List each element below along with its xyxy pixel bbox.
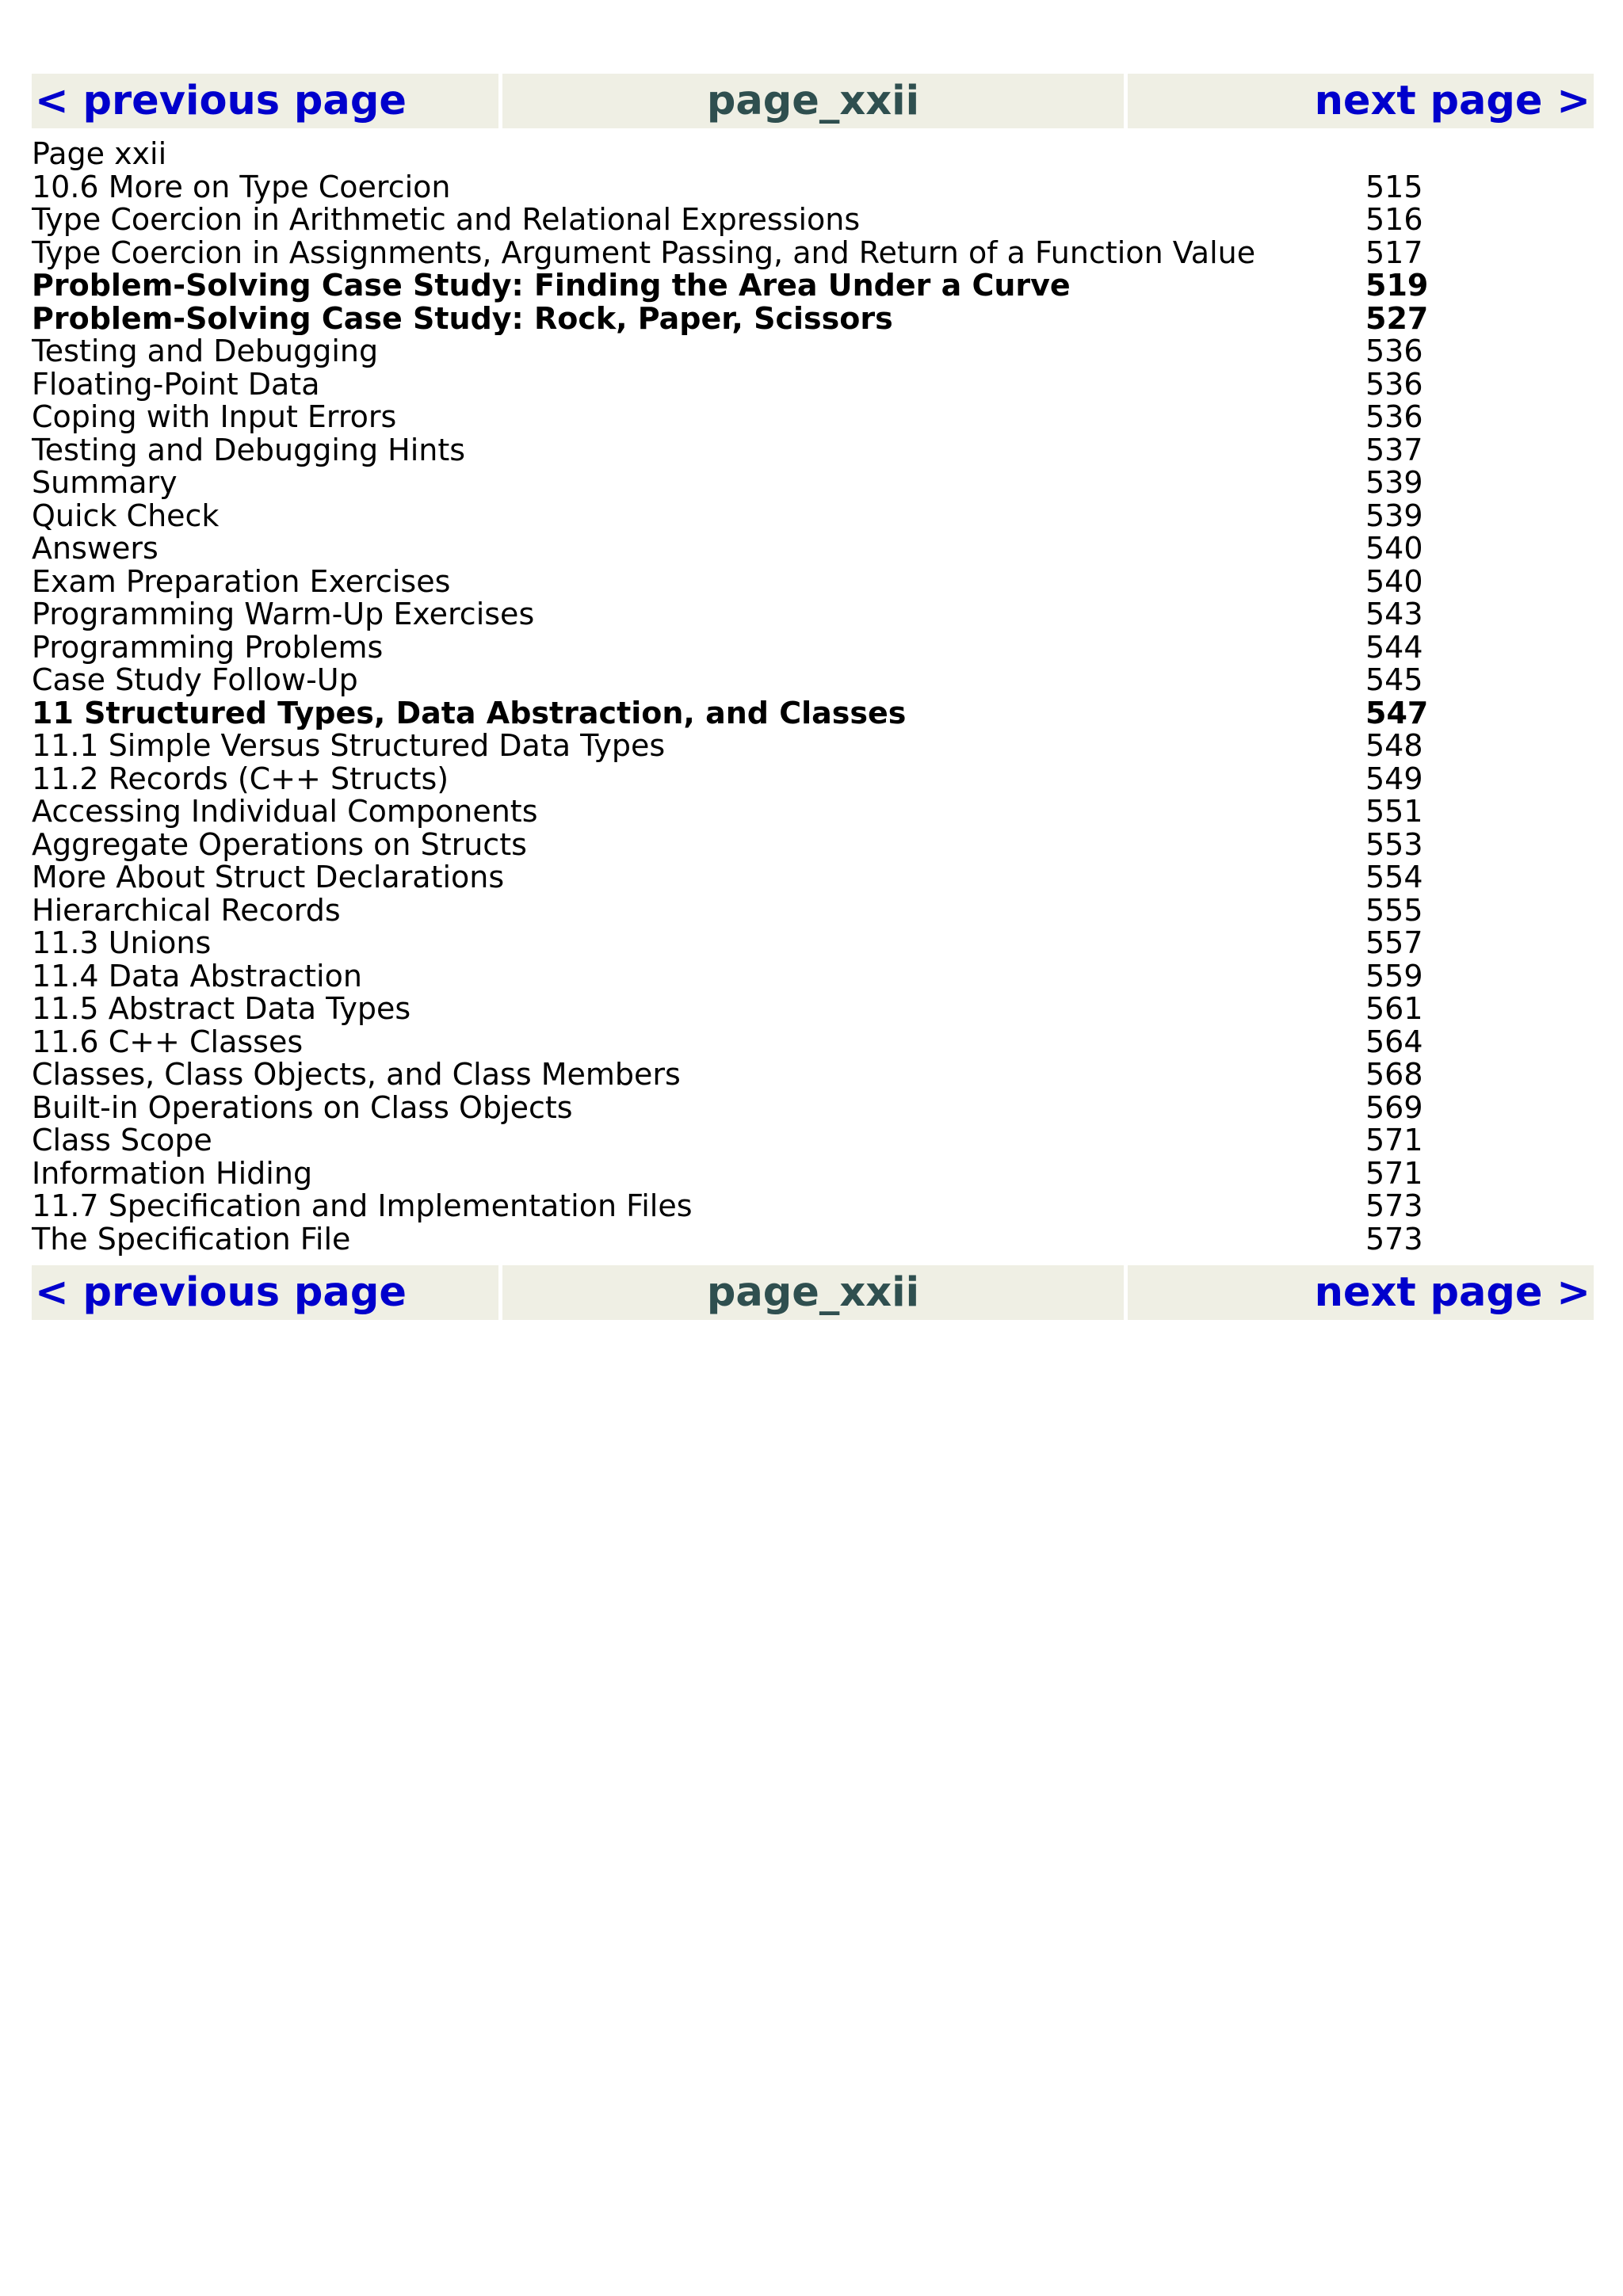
document-page bbox=[32, 74, 1594, 1320]
toc-entry-page-number: 573 bbox=[1365, 1221, 1423, 1257]
toc-entry-title: Summary bbox=[32, 467, 178, 500]
toc-entry-title: 11.2 Records (C++ Structs) bbox=[32, 762, 449, 795]
toc-entry-page-number: 569 bbox=[1365, 1089, 1423, 1125]
toc-entry-title: Problem-Solving Case Study: Finding the Area Under a Curve bbox=[32, 269, 1071, 303]
toc-entry bbox=[32, 960, 1594, 994]
toc-entry-page-number: 559 bbox=[1365, 958, 1423, 994]
toc-entry bbox=[32, 1058, 1594, 1092]
top-previous-page-link[interactable]: < previous page bbox=[35, 78, 407, 124]
toc-entry bbox=[32, 401, 1594, 434]
bottom-navigation-bar bbox=[32, 1265, 1594, 1320]
top-prev-cell bbox=[32, 74, 498, 128]
toc-entry-title: Programming Warm-Up Exercises bbox=[32, 598, 535, 631]
toc-entry-title: 11.5 Abstract Data Types bbox=[32, 993, 411, 1026]
toc-entry-page-number: 540 bbox=[1365, 531, 1423, 566]
toc-entry bbox=[32, 826, 1594, 862]
toc-entry-title: Testing and Debugging Hints bbox=[32, 433, 466, 467]
toc-entry-page-number: 564 bbox=[1365, 1024, 1423, 1059]
toc-entry-page-number: 571 bbox=[1365, 1155, 1423, 1191]
toc-entry bbox=[32, 1155, 1594, 1191]
toc-entry-title: 10.6 More on Type Coercion bbox=[32, 170, 451, 204]
toc-entry-title: More About Struct Declarations bbox=[32, 861, 505, 894]
toc-entry-page-number: 573 bbox=[1365, 1188, 1423, 1223]
toc-entry-page-number: 536 bbox=[1365, 334, 1423, 368]
toc-entry-page-number: 517 bbox=[1365, 235, 1423, 270]
toc-entry-title: Accessing Individual Components bbox=[32, 795, 538, 829]
toc-entry-title: Coping with Input Errors bbox=[32, 401, 397, 434]
toc-entry bbox=[32, 1026, 1594, 1059]
toc-entry-page-number: 548 bbox=[1365, 728, 1423, 763]
toc-entry-page-number: 539 bbox=[1365, 498, 1423, 533]
toc-entry-page-number: 557 bbox=[1365, 925, 1423, 960]
toc-entry-title: 11 Structured Types, Data Abstraction, and Classes bbox=[32, 696, 907, 730]
toc-entry-page-number: 545 bbox=[1365, 662, 1423, 697]
toc-entry-title: Type Coercion in Assignments, Argument Passing, and Return of a Function Value bbox=[32, 236, 1256, 269]
toc-entry-page-number: 547 bbox=[1365, 695, 1429, 730]
top-next-page-link[interactable]: next page > bbox=[1314, 78, 1591, 124]
toc-entry bbox=[32, 598, 1594, 631]
toc-entry-page-number: 555 bbox=[1365, 892, 1423, 928]
toc-entry-page-number: 536 bbox=[1365, 399, 1423, 434]
toc-entry-page-number: 568 bbox=[1365, 1057, 1423, 1092]
toc-entry-list bbox=[32, 171, 1594, 1257]
toc-entry bbox=[32, 993, 1594, 1026]
toc-entry bbox=[32, 861, 1594, 894]
toc-entry-page-number: 544 bbox=[1365, 629, 1423, 665]
toc-entry-title: Case Study Follow-Up bbox=[32, 664, 358, 697]
toc-entry-page-number: 515 bbox=[1365, 169, 1423, 204]
toc-entry-page-number: 539 bbox=[1365, 465, 1423, 500]
toc-entry bbox=[32, 335, 1594, 368]
toc-entry bbox=[32, 269, 1594, 303]
bottom-prev-cell bbox=[32, 1265, 498, 1320]
toc-entry bbox=[32, 631, 1594, 665]
toc-entry-title: Exam Preparation Exercises bbox=[32, 565, 451, 598]
toc-entry-title: Classes, Class Objects, and Class Members bbox=[32, 1058, 681, 1092]
toc-entry-title: Answers bbox=[32, 532, 158, 566]
bottom-next-page-link[interactable]: next page > bbox=[1314, 1269, 1591, 1316]
toc-entry-title: Programming Problems bbox=[32, 631, 384, 664]
toc-entry bbox=[32, 763, 1594, 796]
toc-entry-page-number: 549 bbox=[1365, 761, 1423, 796]
table-of-contents bbox=[32, 138, 1594, 1256]
toc-entry-title: Information Hiding bbox=[32, 1157, 313, 1190]
toc-entry-page-number: 516 bbox=[1365, 202, 1423, 237]
toc-entry bbox=[32, 300, 1594, 336]
toc-entry-title: The Specification File bbox=[32, 1222, 351, 1256]
toc-entry-title: Class Scope bbox=[32, 1124, 212, 1158]
toc-entry-title: 11.7 Specification and Implementation Files bbox=[32, 1190, 693, 1223]
toc-entry-title: Quick Check bbox=[32, 499, 220, 532]
toc-entry-title: 11.3 Unions bbox=[32, 927, 212, 960]
bottom-next-cell bbox=[1128, 1265, 1594, 1320]
toc-entry bbox=[32, 927, 1594, 960]
toc-entry-title: 11.6 C++ Classes bbox=[32, 1025, 304, 1058]
toc-entry-title: Type Coercion in Arithmetic and Relational Expressions bbox=[32, 204, 861, 237]
toc-entry-page-number: 527 bbox=[1365, 300, 1429, 336]
toc-entry bbox=[32, 532, 1594, 566]
toc-entry bbox=[32, 730, 1594, 763]
toc-entry-page-number: 554 bbox=[1365, 860, 1423, 894]
toc-entry-title: Floating-Point Data bbox=[32, 368, 320, 401]
bottom-previous-page-link[interactable]: < previous page bbox=[35, 1269, 407, 1316]
toc-entry bbox=[32, 563, 1594, 599]
toc-entry-page-number: 543 bbox=[1365, 597, 1423, 631]
toc-entry-page-number: 561 bbox=[1365, 991, 1423, 1026]
top-navigation-bar bbox=[32, 74, 1594, 128]
toc-entry-page-number: 571 bbox=[1365, 1123, 1423, 1158]
toc-entry-page-number: 519 bbox=[1365, 268, 1429, 303]
toc-entry bbox=[32, 697, 1594, 730]
top-page-id: page_xxii bbox=[502, 74, 1124, 128]
toc-entry bbox=[32, 1223, 1594, 1257]
page-label: Page xxii bbox=[32, 136, 167, 171]
bottom-page-id: page_xxii bbox=[502, 1265, 1124, 1320]
toc-entry bbox=[32, 500, 1594, 533]
toc-entry-title: Aggregate Operations on Structs bbox=[32, 828, 527, 861]
toc-entry-title: Built-in Operations on Class Objects bbox=[32, 1091, 573, 1124]
toc-entry-page-number: 536 bbox=[1365, 366, 1423, 402]
toc-entry bbox=[32, 664, 1594, 697]
toc-entry bbox=[32, 894, 1594, 928]
toc-entry bbox=[32, 795, 1594, 829]
toc-entry bbox=[32, 1089, 1594, 1125]
toc-entry bbox=[32, 204, 1594, 237]
toc-entry-page-number: 551 bbox=[1365, 794, 1423, 829]
toc-entry-title: 11.1 Simple Versus Structured Data Types bbox=[32, 730, 666, 763]
toc-entry bbox=[32, 237, 1594, 270]
toc-entry-page-number: 553 bbox=[1365, 826, 1423, 862]
toc-entry bbox=[32, 1190, 1594, 1223]
toc-entry bbox=[32, 1124, 1594, 1158]
toc-entry-title: Problem-Solving Case Study: Rock, Paper, Scissors bbox=[32, 302, 893, 335]
toc-entry-title: Hierarchical Records bbox=[32, 894, 341, 927]
toc-entry bbox=[32, 467, 1594, 500]
toc-entry-page-number: 540 bbox=[1365, 563, 1423, 599]
toc-entry-title: Testing and Debugging bbox=[32, 335, 379, 368]
toc-entry bbox=[32, 368, 1594, 402]
toc-entry-title: 11.4 Data Abstraction bbox=[32, 959, 362, 993]
toc-entry bbox=[32, 171, 1594, 204]
toc-entry-page-number: 537 bbox=[1365, 432, 1423, 467]
top-next-cell bbox=[1128, 74, 1594, 128]
toc-entry bbox=[32, 434, 1594, 467]
